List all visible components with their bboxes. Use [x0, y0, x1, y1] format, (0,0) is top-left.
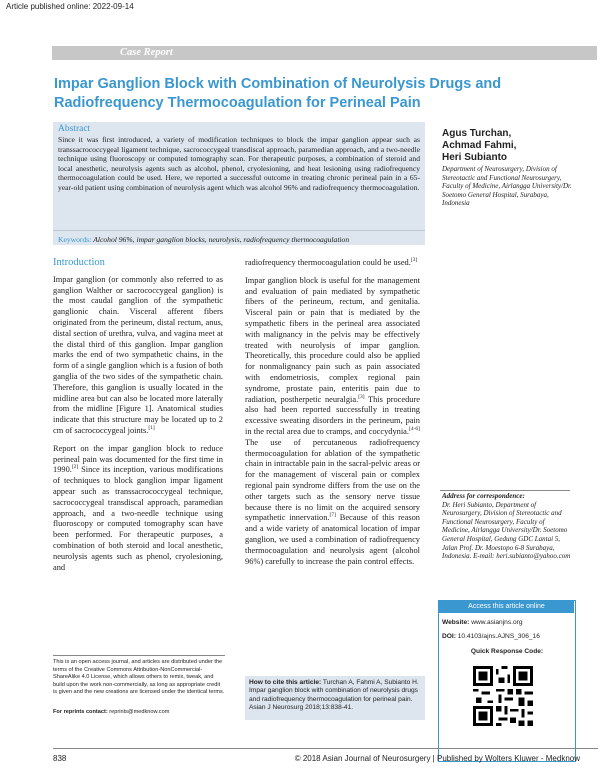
paragraph-text: Report on the impar ganglion block to reduce perineal pain was documented for the first time in 1990.: [53, 443, 223, 475]
abstract-text: Since it was first introduced, a variety of modification techniques to block the impar ganglion appear such as transsacrococcygeal ligament technique, sacrococcygeal transdiscal approach, paramedian approach, and a two-needle technique using fluoroscopy or computed tomography scan. For therapeutic purposes, a combination of steroid and local anesthetic, neurolysis agents such as alcohol, phenol, cryolesioning, and heat lesioning using radiofrequency thermocoagulation could be used. Here, we reported a successful outcome in treating chronic perineal pain in a 65-year-old patient using combination of neurolysis agent which was alcohol 96% and radiofrequency thermocoagulation.: [58, 135, 420, 192]
website-row: [442, 619, 572, 626]
body-column-left: [53, 258, 223, 580]
keywords-label: Keywords:: [58, 235, 92, 244]
correspondence: [442, 492, 572, 561]
citation-ref[interactable]: [7]: [329, 512, 336, 519]
footer-divider: [53, 748, 598, 749]
author-affiliation: Department of Neurosurgery, Division of Stereotactic and Functional Neurosurgery, Faculty of Medicine, Airlangga University/Dr. Soetomo General Hospital, Surabaya, Indonesia: [442, 165, 572, 208]
paragraph-text: radiofrequency thermocoagulation could be used.: [245, 258, 411, 267]
website-label: Website:: [442, 619, 470, 626]
citation-ref[interactable]: [1]: [148, 425, 155, 432]
citation-ref[interactable]: [4-6]: [409, 426, 420, 433]
paragraph-text: Because of this reason and a wide variety of anatomical location of impar ganglion, we used a combination of radiofrequency thermocoagulation and neurolysis agent (alcohol 96%) carefully to increase the pain control effects.: [245, 513, 420, 566]
author-name: Achmad Fahmi,: [442, 140, 517, 151]
author-list: [442, 128, 516, 164]
page-number: 838: [53, 754, 67, 763]
paragraph: [53, 275, 223, 437]
reprints-label: For reprints contact:: [53, 709, 108, 715]
citation-body: Turchan A, Fahmi A, Subianto H. Impar ganglion block with combination of neurolysis drugs and radiofrequency thermocoagulation for perineal pain. Asian J Neurosurg 2018;13:838-41.: [249, 679, 419, 712]
correspondence-heading: Address for correspondence:: [442, 492, 525, 500]
paragraph: [245, 258, 420, 269]
paragraph-text: Since its inception, various modifications of techniques to block ganglion impar ligament appear such as transsacrococcygeal technique, sacrococcygeal transdiscal approach, paramedian approach, and a two-needle technique using fluoroscopy or computed tomography scan have been performed. For therapeutic purposes, a combination of both steroid and local anesthetic, neurolysis agents such as phenol, cryolesioning, and: [53, 465, 223, 572]
footer-copyright: © 2018 Asian Journal of Neurosurgery | Published by Wolters Kluwer - Medknow: [294, 754, 580, 763]
paragraph-text: This procedure also had been reported successfully in treating excessive sweating disorders in the perineum, pain in the rectal area due to cramps, and coccydynia.: [245, 394, 420, 436]
article-title: Impar Ganglion Block with Combination of Neurolysis Drugs and Radiofrequency Thermocoagulation for Perineal Pain: [54, 76, 502, 111]
qr-code-icon[interactable]: [473, 666, 533, 726]
reprints-email[interactable]: reprints@medknow.com: [109, 709, 170, 715]
paragraph-text: Impar ganglion block is useful for the management and evaluation of pain mediated by sympathetic fibers of the perineum, rectum, and genitalia. Visceral pain or pain that is mediated by the sympathetic fibers in the perineal area associated with malignancy in the pelvis may be effectively treated with neurolysis of impar ganglion. Theoretically, this procedure could also be applied for nonmalignancy pain such as pain associated with endometriosis, complex regional pain syndrome, prostate pain, enteritis pain due to radiation, postherpetic neuralgia.: [245, 275, 420, 404]
body-column-right: [245, 258, 420, 574]
keywords-divider: [53, 230, 425, 231]
keywords-value: Alcohol 96%, impar ganglion blocks, neurolysis, radiofrequency thermocoagulation: [93, 235, 350, 244]
qr-label: Quick Response Code:: [470, 648, 544, 655]
access-heading: Access this article online: [439, 601, 574, 613]
keywords: [58, 235, 349, 244]
correspondence-divider: [440, 490, 570, 491]
paragraph: [245, 276, 420, 568]
paragraph-text: Impar ganglion (or commonly also referred to as ganglion Walther or sacrococcygeal ganglion) is the most caudal ganglion of the sympathetic ganglionic chain. Visceral afferent fibers originated from the perineum, distal rectum, anus, distal section of urethra, vulva, and vagina meet at the distal third of this ganglion. Impar ganglion marks the end of two sympathetic chains, in the form of a single ganglion which is a fusion of both ganglia of the two sides of the sympathetic chain. Therefore, this ganglion is usually located in the midline area but can also be located more laterally from the midline [Figure 1]. Anatomical studies indicate that this structure may be located up to 2 cm of sacrococcygeal joints.: [53, 274, 223, 435]
license-text: This is an open access journal, and articles are distributed under the terms of the Creative Commons Attribution-NonCommercial-ShareAlike 4.0 License, which allows others to remix, tweak, and build upon the work non-commercially, as long as appropriate credit is given and the new creations are licensed under the identical terms.: [53, 659, 225, 696]
doi-row: [442, 633, 572, 640]
publication-date: Article published online: 2022-09-14: [6, 2, 134, 11]
author-name: Heri Subianto: [442, 152, 508, 163]
citation-label: How to cite this article:: [249, 679, 322, 686]
author-name: Agus Turchan,: [442, 128, 512, 139]
citation-text: [249, 679, 422, 713]
correspondence-text: Dr. Heri Subianto, Department of Neurosurgery, Division of Stereotactic and Functional Neurosurgery, Faculty of Medicine, Airlangga University/Dr. Soetomo General Hospital, Gedung GDC Lantai 5, Jalan Prof. Dr. Moestopo 6-8 Surabaya, Indonesia. E-mail: heri.subianto@yahoo.com: [442, 500, 571, 561]
citation-ref[interactable]: [3]: [358, 393, 365, 400]
license-divider: [53, 655, 225, 656]
article-type-label: Case Report: [120, 47, 173, 58]
citation-ref[interactable]: [2]: [71, 464, 79, 471]
citation-ref[interactable]: [3]: [410, 257, 418, 264]
paragraph: [53, 444, 223, 574]
doi-label: DOI:: [442, 633, 456, 640]
paragraph-text: The use of percutaneous radiofrequency thermocoagulation for ablation of the sympathetic chain in intractable pain in the sacral-pelvic areas or for the management of visceral pain or complex regional pain syndrome differs from the use on the other targets such as the sensory nerve tissue because there is no limit on the acquired sensory sympathetic innervation.: [245, 437, 420, 523]
reprints: [53, 709, 169, 715]
section-heading: Introduction: [53, 257, 105, 268]
website-link[interactable]: www.asianjns.org: [471, 619, 523, 626]
abstract-heading: Abstract: [58, 124, 91, 134]
doi-value[interactable]: 10.4103/ajns.AJNS_306_16: [457, 633, 540, 640]
